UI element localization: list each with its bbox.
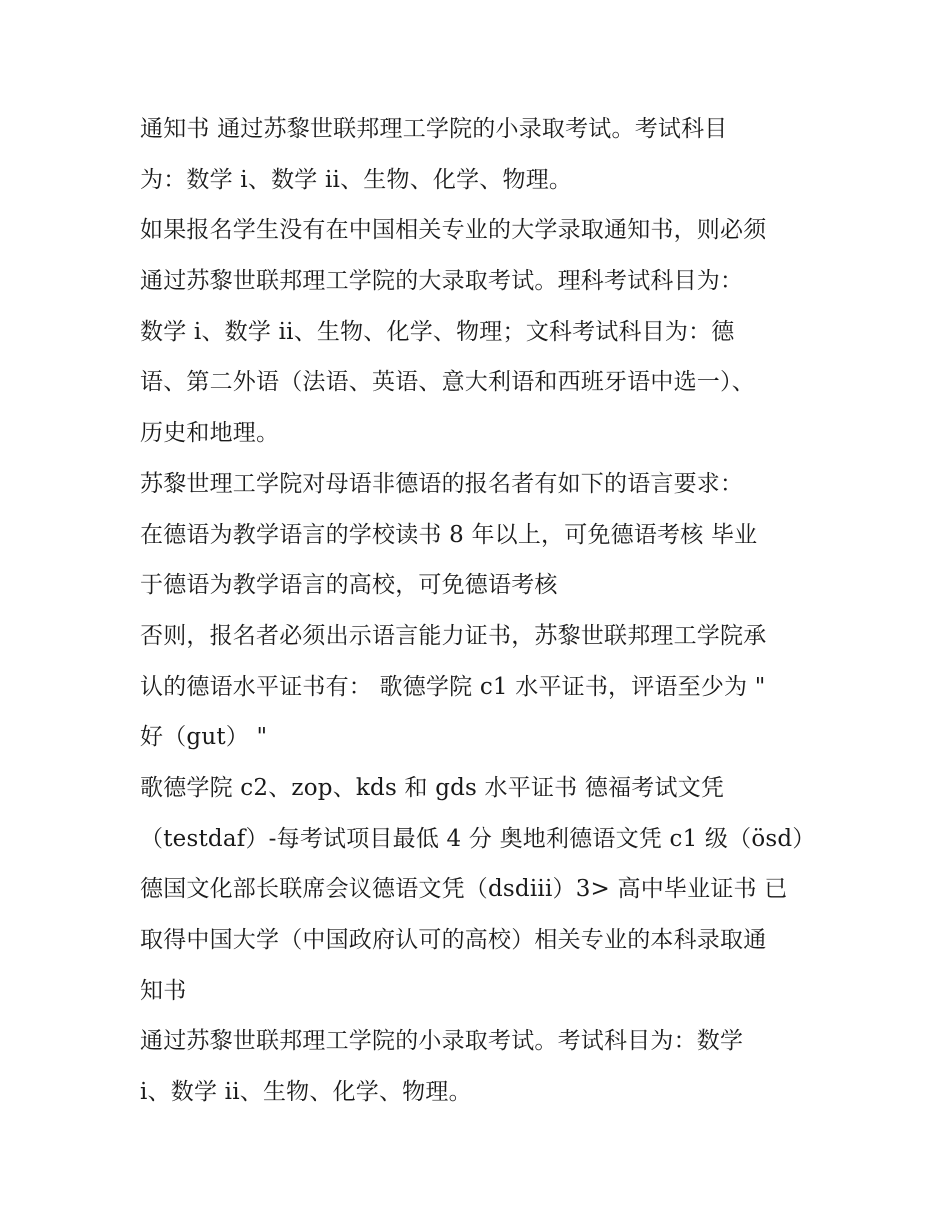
text-line: 在德语为教学语言的学校读书 8 年以上，可免德语考核 毕业: [140, 521, 758, 548]
text-line: 历史和地理。: [140, 420, 280, 447]
text-line: 于德语为教学语言的高校，可免德语考核: [140, 572, 558, 599]
text-line: 为：数学 i、数学 ii、生物、化学、物理。: [140, 166, 573, 193]
text-line: （testdaf）-每考试项目最低 4 分 奥地利德语文凭 c1 级（ösd）: [140, 825, 816, 852]
text-line: 德国文化部长联席会议德语文凭（dsdiii）3> 高中毕业证书 已: [140, 876, 788, 903]
text-line: 否则，报名者必须出示语言能力证书，苏黎世联邦理工学院承: [140, 622, 767, 649]
text-line: 语、第二外语（法语、英语、意大利语和西班牙语中选一）、: [140, 369, 755, 396]
text-line: 歌德学院 c2、zop、kds 和 gds 水平证书 德福考试文凭: [140, 774, 725, 801]
text-line: 如果报名学生没有在中国相关专业的大学录取通知书，则必须: [140, 217, 767, 244]
text-line: 知书: [140, 977, 187, 1004]
text-line: 通过苏黎世联邦理工学院的大录取考试。理科考试科目为：: [140, 268, 744, 295]
text-line: 认的德语水平证书有： 歌德学院 c1 水平证书，评语至少为 ": [140, 673, 766, 700]
text-line: 取得中国大学（中国政府认可的高校）相关专业的本科录取通: [140, 927, 767, 953]
text-line: i、数学 ii、生物、化学、物理。: [140, 1079, 472, 1106]
text-line: 数学 i、数学 ii、生物、化学、物理；文科考试科目为：德: [140, 318, 735, 345]
text-line: 通知书 通过苏黎世联邦理工学院的小录取考试。考试科目: [140, 116, 728, 142]
text-line: 好（gut） ": [140, 724, 268, 751]
text-line: 苏黎世理工学院对母语非德语的报名者有如下的语言要求：: [140, 470, 744, 497]
text-line: 通过苏黎世联邦理工学院的小录取考试。考试科目为：数学: [140, 1028, 744, 1055]
document-body: [140, 104, 830, 1118]
